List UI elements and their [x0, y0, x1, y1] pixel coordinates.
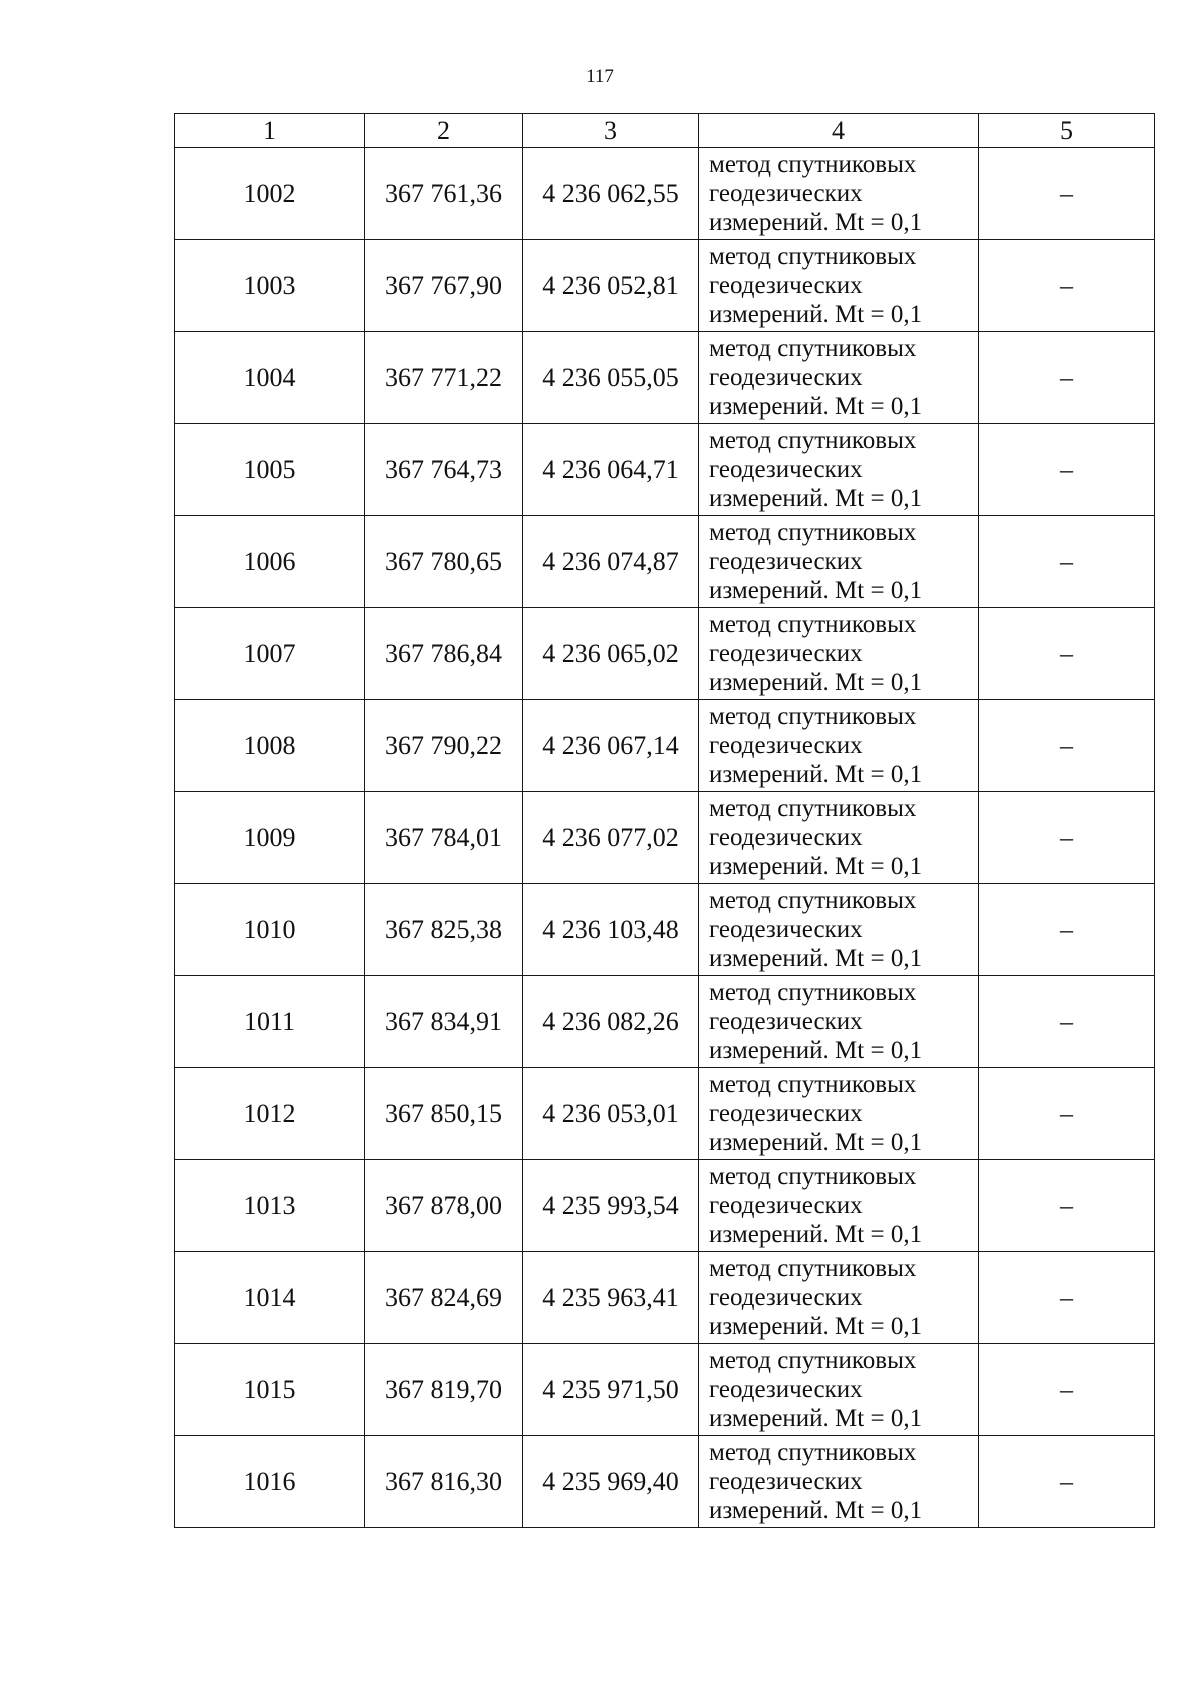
point-number-cell: 1016: [175, 1436, 365, 1528]
method-line: метод спутниковых: [709, 1347, 917, 1374]
table-row: [175, 1068, 1155, 1160]
header-col-3: 3: [523, 114, 699, 148]
y-coordinate-cell: 4 236 065,02: [523, 608, 699, 700]
table-row: [175, 424, 1155, 516]
method-line: геодезических: [709, 456, 863, 483]
note-cell: –: [979, 1068, 1155, 1160]
x-coordinate-cell: 367 834,91: [365, 976, 523, 1068]
y-coordinate-cell: 4 236 077,02: [523, 792, 699, 884]
method-line: геодезических: [709, 180, 863, 207]
method-cell: [699, 424, 979, 516]
method-line: измерений. Mt = 0,1: [709, 301, 923, 328]
note-cell: –: [979, 608, 1155, 700]
table-row: [175, 1160, 1155, 1252]
method-line: метод спутниковых: [709, 1255, 917, 1282]
y-coordinate-cell: 4 236 103,48: [523, 884, 699, 976]
method-line: измерений. Mt = 0,1: [709, 853, 923, 880]
point-number-cell: 1010: [175, 884, 365, 976]
note-cell: –: [979, 1252, 1155, 1344]
method-line: метод спутниковых: [709, 1439, 917, 1466]
method-line: метод спутниковых: [709, 519, 917, 546]
method-cell: [699, 1344, 979, 1436]
point-number-cell: 1015: [175, 1344, 365, 1436]
note-cell: –: [979, 1160, 1155, 1252]
method-cell: [699, 608, 979, 700]
method-line: метод спутниковых: [709, 703, 917, 730]
method-cell: [699, 700, 979, 792]
point-number-cell: 1012: [175, 1068, 365, 1160]
y-coordinate-cell: 4 236 064,71: [523, 424, 699, 516]
note-cell: –: [979, 884, 1155, 976]
y-coordinate-cell: 4 235 963,41: [523, 1252, 699, 1344]
table-row: [175, 792, 1155, 884]
x-coordinate-cell: 367 850,15: [365, 1068, 523, 1160]
method-line: измерений. Mt = 0,1: [709, 1405, 923, 1432]
coordinates-table: [174, 113, 1155, 1528]
table-row: [175, 332, 1155, 424]
y-coordinate-cell: 4 236 052,81: [523, 240, 699, 332]
x-coordinate-cell: 367 878,00: [365, 1160, 523, 1252]
method-cell: [699, 1252, 979, 1344]
y-coordinate-cell: 4 235 969,40: [523, 1436, 699, 1528]
point-number-cell: 1006: [175, 516, 365, 608]
point-number-cell: 1002: [175, 148, 365, 240]
y-coordinate-cell: 4 236 082,26: [523, 976, 699, 1068]
y-coordinate-cell: 4 235 971,50: [523, 1344, 699, 1436]
method-cell: [699, 516, 979, 608]
method-line: метод спутниковых: [709, 427, 917, 454]
method-cell: [699, 1436, 979, 1528]
page-number: 117: [586, 66, 614, 87]
table-row: [175, 1436, 1155, 1528]
method-line: измерений. Mt = 0,1: [709, 1497, 923, 1524]
x-coordinate-cell: 367 819,70: [365, 1344, 523, 1436]
point-number-cell: 1011: [175, 976, 365, 1068]
method-line: измерений. Mt = 0,1: [709, 761, 923, 788]
x-coordinate-cell: 367 784,01: [365, 792, 523, 884]
table-body: [175, 148, 1155, 1528]
point-number-cell: 1009: [175, 792, 365, 884]
method-line: геодезических: [709, 1468, 863, 1495]
note-cell: –: [979, 700, 1155, 792]
note-cell: –: [979, 516, 1155, 608]
note-cell: –: [979, 332, 1155, 424]
header-col-2: 2: [365, 114, 523, 148]
y-coordinate-cell: 4 236 055,05: [523, 332, 699, 424]
table-header: [175, 114, 1155, 148]
table-row: [175, 240, 1155, 332]
method-line: геодезических: [709, 364, 863, 391]
header-col-1: 1: [175, 114, 365, 148]
y-coordinate-cell: 4 236 074,87: [523, 516, 699, 608]
note-cell: –: [979, 148, 1155, 240]
method-line: геодезических: [709, 1284, 863, 1311]
x-coordinate-cell: 367 780,65: [365, 516, 523, 608]
note-cell: –: [979, 1436, 1155, 1528]
table-row: [175, 700, 1155, 792]
method-line: геодезических: [709, 1008, 863, 1035]
table-row: [175, 976, 1155, 1068]
x-coordinate-cell: 367 767,90: [365, 240, 523, 332]
method-line: геодезических: [709, 1192, 863, 1219]
note-cell: –: [979, 976, 1155, 1068]
method-line: метод спутниковых: [709, 611, 917, 638]
header-row: [175, 114, 1155, 148]
y-coordinate-cell: 4 235 993,54: [523, 1160, 699, 1252]
y-coordinate-cell: 4 236 067,14: [523, 700, 699, 792]
method-line: геодезических: [709, 824, 863, 851]
method-line: измерений. Mt = 0,1: [709, 669, 923, 696]
point-number-cell: 1014: [175, 1252, 365, 1344]
method-line: метод спутниковых: [709, 1163, 917, 1190]
method-line: геодезических: [709, 1100, 863, 1127]
table-row: [175, 516, 1155, 608]
x-coordinate-cell: 367 816,30: [365, 1436, 523, 1528]
method-cell: [699, 148, 979, 240]
method-cell: [699, 792, 979, 884]
method-line: измерений. Mt = 0,1: [709, 1313, 923, 1340]
method-line: измерений. Mt = 0,1: [709, 1129, 923, 1156]
method-line: измерений. Mt = 0,1: [709, 577, 923, 604]
method-line: измерений. Mt = 0,1: [709, 485, 923, 512]
x-coordinate-cell: 367 790,22: [365, 700, 523, 792]
method-cell: [699, 1068, 979, 1160]
method-cell: [699, 976, 979, 1068]
point-number-cell: 1013: [175, 1160, 365, 1252]
note-cell: –: [979, 1344, 1155, 1436]
method-line: метод спутниковых: [709, 887, 917, 914]
x-coordinate-cell: 367 771,22: [365, 332, 523, 424]
table-row: [175, 1344, 1155, 1436]
x-coordinate-cell: 367 764,73: [365, 424, 523, 516]
note-cell: –: [979, 240, 1155, 332]
method-line: измерений. Mt = 0,1: [709, 945, 923, 972]
method-line: геодезических: [709, 548, 863, 575]
method-line: метод спутниковых: [709, 243, 917, 270]
table-row: [175, 884, 1155, 976]
point-number-cell: 1005: [175, 424, 365, 516]
header-col-4: 4: [699, 114, 979, 148]
point-number-cell: 1003: [175, 240, 365, 332]
table-row: [175, 608, 1155, 700]
header-col-5: 5: [979, 114, 1155, 148]
note-cell: –: [979, 792, 1155, 884]
method-cell: [699, 1160, 979, 1252]
method-line: метод спутниковых: [709, 335, 917, 362]
point-number-cell: 1008: [175, 700, 365, 792]
method-line: метод спутниковых: [709, 795, 917, 822]
method-line: измерений. Mt = 0,1: [709, 393, 923, 420]
method-line: геодезических: [709, 916, 863, 943]
method-line: измерений. Mt = 0,1: [709, 1037, 923, 1064]
x-coordinate-cell: 367 786,84: [365, 608, 523, 700]
y-coordinate-cell: 4 236 062,55: [523, 148, 699, 240]
method-line: измерений. Mt = 0,1: [709, 209, 923, 236]
note-cell: –: [979, 424, 1155, 516]
x-coordinate-cell: 367 825,38: [365, 884, 523, 976]
method-line: геодезических: [709, 272, 863, 299]
method-line: геодезических: [709, 732, 863, 759]
x-coordinate-cell: 367 824,69: [365, 1252, 523, 1344]
method-line: геодезических: [709, 1376, 863, 1403]
x-coordinate-cell: 367 761,36: [365, 148, 523, 240]
method-cell: [699, 240, 979, 332]
table-row: [175, 148, 1155, 240]
table-row: [175, 1252, 1155, 1344]
method-line: измерений. Mt = 0,1: [709, 1221, 923, 1248]
point-number-cell: 1004: [175, 332, 365, 424]
method-line: геодезических: [709, 640, 863, 667]
method-line: метод спутниковых: [709, 979, 917, 1006]
method-cell: [699, 332, 979, 424]
point-number-cell: 1007: [175, 608, 365, 700]
method-line: метод спутниковых: [709, 151, 917, 178]
y-coordinate-cell: 4 236 053,01: [523, 1068, 699, 1160]
method-cell: [699, 884, 979, 976]
method-line: метод спутниковых: [709, 1071, 917, 1098]
